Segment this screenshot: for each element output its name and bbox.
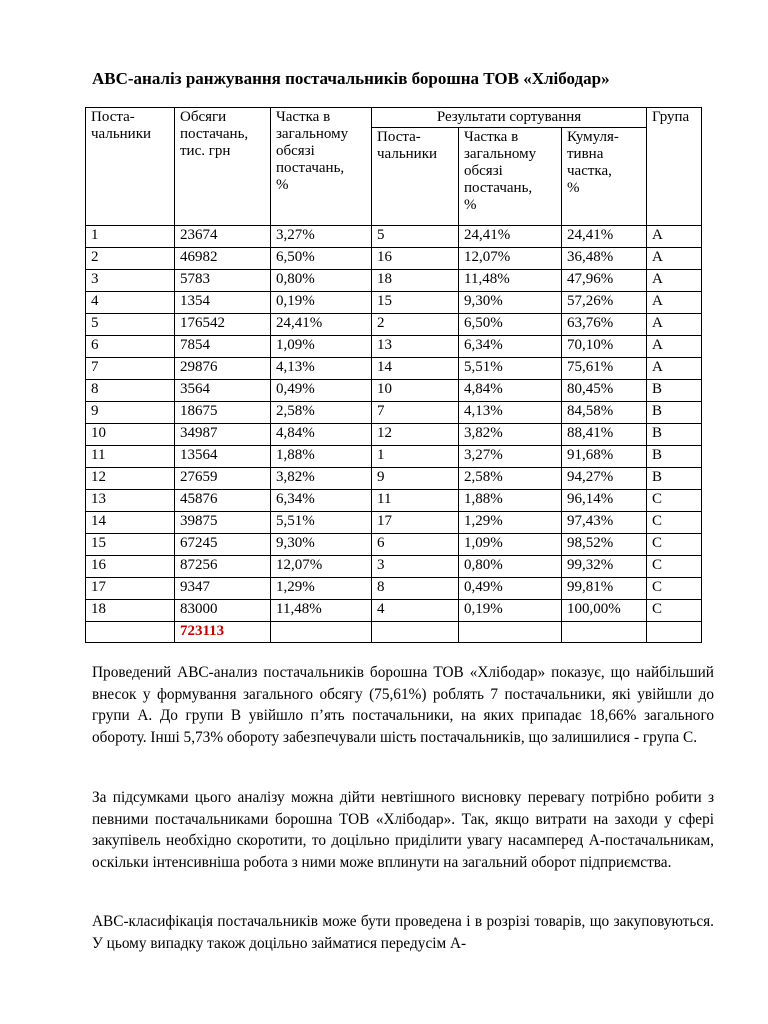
cell-sorted-supplier: 5 bbox=[372, 226, 459, 248]
cell-group: B bbox=[647, 424, 702, 446]
cell-sorted-share: 24,41% bbox=[459, 226, 562, 248]
cell-share: 1,88% bbox=[271, 446, 372, 468]
cell-sorted-share: 12,07% bbox=[459, 248, 562, 270]
empty-cell bbox=[562, 622, 647, 643]
total-row bbox=[86, 622, 702, 643]
header-supplier: Поста- чальники bbox=[86, 108, 175, 226]
cell-volume: 176542 bbox=[175, 314, 271, 336]
cell-cumulative: 70,10% bbox=[562, 336, 647, 358]
cell-group: A bbox=[647, 314, 702, 336]
empty-cell bbox=[271, 622, 372, 643]
cell-cumulative: 99,32% bbox=[562, 556, 647, 578]
cell-share: 4,13% bbox=[271, 358, 372, 380]
cell-group: A bbox=[647, 248, 702, 270]
cell-share: 5,51% bbox=[271, 512, 372, 534]
cell-volume: 45876 bbox=[175, 490, 271, 512]
table-row bbox=[86, 248, 702, 270]
cell-share: 4,84% bbox=[271, 424, 372, 446]
cell-group: A bbox=[647, 358, 702, 380]
cell-share: 3,27% bbox=[271, 226, 372, 248]
cell-sorted-share: 11,48% bbox=[459, 270, 562, 292]
cell-volume: 9347 bbox=[175, 578, 271, 600]
cell-sorted-share: 0,49% bbox=[459, 578, 562, 600]
cell-share: 24,41% bbox=[271, 314, 372, 336]
cell-sorted-supplier: 10 bbox=[372, 380, 459, 402]
table-row bbox=[86, 380, 702, 402]
cell-volume: 29876 bbox=[175, 358, 271, 380]
cell-group: A bbox=[647, 270, 702, 292]
cell-sorted-share: 3,82% bbox=[459, 424, 562, 446]
cell-share: 3,82% bbox=[271, 468, 372, 490]
cell-sorted-supplier: 11 bbox=[372, 490, 459, 512]
cell-group: C bbox=[647, 534, 702, 556]
cell-cumulative: 36,48% bbox=[562, 248, 647, 270]
abc-analysis-table bbox=[85, 107, 702, 643]
cell-sorted-supplier: 7 bbox=[372, 402, 459, 424]
cell-sorted-share: 4,13% bbox=[459, 402, 562, 424]
cell-cumulative: 80,45% bbox=[562, 380, 647, 402]
cell-supplier: 14 bbox=[86, 512, 175, 534]
cell-cumulative: 24,41% bbox=[562, 226, 647, 248]
cell-cumulative: 100,00% bbox=[562, 600, 647, 622]
document-title: ABC-аналіз ранжування постачальників борошна ТОВ «Хлібодар» bbox=[92, 69, 610, 88]
header-share: Частка в загальному обсязі постачань, % bbox=[271, 108, 372, 226]
cell-cumulative: 91,68% bbox=[562, 446, 647, 468]
cell-sorted-share: 9,30% bbox=[459, 292, 562, 314]
table-row bbox=[86, 336, 702, 358]
cell-group: A bbox=[647, 292, 702, 314]
cell-supplier: 2 bbox=[86, 248, 175, 270]
header-sorted-share: Частка в загальному обсязі постачань, % bbox=[459, 128, 562, 226]
cell-volume: 67245 bbox=[175, 534, 271, 556]
cell-share: 9,30% bbox=[271, 534, 372, 556]
cell-supplier: 17 bbox=[86, 578, 175, 600]
cell-sorted-share: 1,09% bbox=[459, 534, 562, 556]
table-row bbox=[86, 314, 702, 336]
empty-cell bbox=[647, 622, 702, 643]
cell-supplier: 9 bbox=[86, 402, 175, 424]
cell-share: 1,29% bbox=[271, 578, 372, 600]
cell-supplier: 8 bbox=[86, 380, 175, 402]
cell-sorted-supplier: 16 bbox=[372, 248, 459, 270]
cell-sorted-supplier: 3 bbox=[372, 556, 459, 578]
cell-volume: 18675 bbox=[175, 402, 271, 424]
cell-share: 6,34% bbox=[271, 490, 372, 512]
cell-share: 1,09% bbox=[271, 336, 372, 358]
empty-cell bbox=[459, 622, 562, 643]
table-row bbox=[86, 270, 702, 292]
cell-sorted-supplier: 15 bbox=[372, 292, 459, 314]
table-row bbox=[86, 600, 702, 622]
cell-volume: 7854 bbox=[175, 336, 271, 358]
cell-volume: 46982 bbox=[175, 248, 271, 270]
table-row bbox=[86, 468, 702, 490]
cell-supplier: 7 bbox=[86, 358, 175, 380]
cell-cumulative: 97,43% bbox=[562, 512, 647, 534]
cell-volume: 34987 bbox=[175, 424, 271, 446]
cell-sorted-supplier: 14 bbox=[372, 358, 459, 380]
cell-supplier: 10 bbox=[86, 424, 175, 446]
cell-volume: 23674 bbox=[175, 226, 271, 248]
cell-cumulative: 47,96% bbox=[562, 270, 647, 292]
cell-group: C bbox=[647, 578, 702, 600]
cell-volume: 3564 bbox=[175, 380, 271, 402]
cell-group: A bbox=[647, 226, 702, 248]
cell-cumulative: 84,58% bbox=[562, 402, 647, 424]
cell-group: A bbox=[647, 336, 702, 358]
cell-group: C bbox=[647, 556, 702, 578]
cell-sorted-share: 2,58% bbox=[459, 468, 562, 490]
cell-cumulative: 96,14% bbox=[562, 490, 647, 512]
cell-sorted-share: 1,88% bbox=[459, 490, 562, 512]
total-volume: 723113 bbox=[175, 622, 271, 643]
empty-cell bbox=[86, 622, 175, 643]
cell-cumulative: 63,76% bbox=[562, 314, 647, 336]
cell-group: C bbox=[647, 600, 702, 622]
paragraph-classification: ABC-класифікація постачальників може бути проведена і в розрізі товарів, що закуповуються. У цьому випадку також доцільно займатися передусім А- bbox=[92, 913, 714, 952]
empty-cell bbox=[372, 622, 459, 643]
cell-supplier: 3 bbox=[86, 270, 175, 292]
cell-cumulative: 94,27% bbox=[562, 468, 647, 490]
cell-sorted-share: 5,51% bbox=[459, 358, 562, 380]
cell-cumulative: 99,81% bbox=[562, 578, 647, 600]
cell-supplier: 11 bbox=[86, 446, 175, 468]
cell-share: 11,48% bbox=[271, 600, 372, 622]
cell-supplier: 15 bbox=[86, 534, 175, 556]
cell-supplier: 1 bbox=[86, 226, 175, 248]
cell-share: 6,50% bbox=[271, 248, 372, 270]
cell-sorted-share: 4,84% bbox=[459, 380, 562, 402]
table-row bbox=[86, 226, 702, 248]
cell-sorted-share: 1,29% bbox=[459, 512, 562, 534]
table-row bbox=[86, 556, 702, 578]
cell-volume: 87256 bbox=[175, 556, 271, 578]
table-row bbox=[86, 424, 702, 446]
cell-supplier: 6 bbox=[86, 336, 175, 358]
cell-group: B bbox=[647, 446, 702, 468]
cell-group: B bbox=[647, 402, 702, 424]
cell-group: C bbox=[647, 490, 702, 512]
cell-supplier: 13 bbox=[86, 490, 175, 512]
cell-sorted-supplier: 9 bbox=[372, 468, 459, 490]
cell-volume: 1354 bbox=[175, 292, 271, 314]
cell-sorted-share: 0,80% bbox=[459, 556, 562, 578]
header-group: Група bbox=[647, 108, 702, 226]
cell-supplier: 4 bbox=[86, 292, 175, 314]
header-sorted-supplier: Поста- чальники bbox=[372, 128, 459, 226]
cell-volume: 83000 bbox=[175, 600, 271, 622]
header-volume: Обсяги постачань, тис. грн bbox=[175, 108, 271, 226]
cell-sorted-supplier: 2 bbox=[372, 314, 459, 336]
cell-group: C bbox=[647, 512, 702, 534]
table-row bbox=[86, 292, 702, 314]
header-cumulative: Кумуля- тивна частка, % bbox=[562, 128, 647, 226]
cell-sorted-supplier: 8 bbox=[372, 578, 459, 600]
cell-sorted-supplier: 17 bbox=[372, 512, 459, 534]
cell-supplier: 18 bbox=[86, 600, 175, 622]
cell-sorted-supplier: 13 bbox=[372, 336, 459, 358]
table-row bbox=[86, 446, 702, 468]
cell-supplier: 16 bbox=[86, 556, 175, 578]
header-row bbox=[86, 108, 702, 128]
cell-share: 0,80% bbox=[271, 270, 372, 292]
cell-share: 0,49% bbox=[271, 380, 372, 402]
table-row bbox=[86, 578, 702, 600]
cell-group: B bbox=[647, 380, 702, 402]
cell-group: B bbox=[647, 468, 702, 490]
cell-share: 12,07% bbox=[271, 556, 372, 578]
cell-share: 0,19% bbox=[271, 292, 372, 314]
cell-volume: 27659 bbox=[175, 468, 271, 490]
cell-cumulative: 98,52% bbox=[562, 534, 647, 556]
paragraph-conclusion: За підсумками цього аналізу можна дійти невтішного висновку перевагу потрібно робити з певними постачальниками борошна ТОВ «Хлібодар». Так, якщо витрати на заходи у сфері закупівель необхідно скоротити, то доцільно приділити увагу насамперед А-постачальникам, оскільки інтенсивніша робота з ними може вплинути на загальний оборот підприємства. bbox=[92, 789, 714, 871]
cell-supplier: 12 bbox=[86, 468, 175, 490]
cell-cumulative: 75,61% bbox=[562, 358, 647, 380]
table-row bbox=[86, 534, 702, 556]
cell-sorted-supplier: 1 bbox=[372, 446, 459, 468]
cell-sorted-supplier: 12 bbox=[372, 424, 459, 446]
header-sorting-results: Результати сортування bbox=[372, 108, 647, 128]
cell-volume: 5783 bbox=[175, 270, 271, 292]
table-row bbox=[86, 512, 702, 534]
table-row bbox=[86, 402, 702, 424]
cell-share: 2,58% bbox=[271, 402, 372, 424]
cell-sorted-supplier: 6 bbox=[372, 534, 459, 556]
cell-sorted-share: 0,19% bbox=[459, 600, 562, 622]
cell-sorted-share: 6,50% bbox=[459, 314, 562, 336]
cell-supplier: 5 bbox=[86, 314, 175, 336]
paragraph-summary: Проведений ABC-анализ постачальників борошна ТОВ «Хлібодар» показує, що найбільший внесок у формування загального обсягу (75,61%) роблять 7 постачальники, які увійшли до групи А. До групи В увійшло п’ять постачальники, на яких припадає 18,66% загального обороту. Інші 5,73% обороту забезпечували шість постачальників, що залишилися - група С. bbox=[92, 664, 714, 746]
cell-sorted-supplier: 4 bbox=[372, 600, 459, 622]
cell-cumulative: 57,26% bbox=[562, 292, 647, 314]
cell-cumulative: 88,41% bbox=[562, 424, 647, 446]
cell-sorted-share: 3,27% bbox=[459, 446, 562, 468]
cell-volume: 13564 bbox=[175, 446, 271, 468]
cell-sorted-share: 6,34% bbox=[459, 336, 562, 358]
cell-volume: 39875 bbox=[175, 512, 271, 534]
table-row bbox=[86, 490, 702, 512]
cell-sorted-supplier: 18 bbox=[372, 270, 459, 292]
table-row bbox=[86, 358, 702, 380]
